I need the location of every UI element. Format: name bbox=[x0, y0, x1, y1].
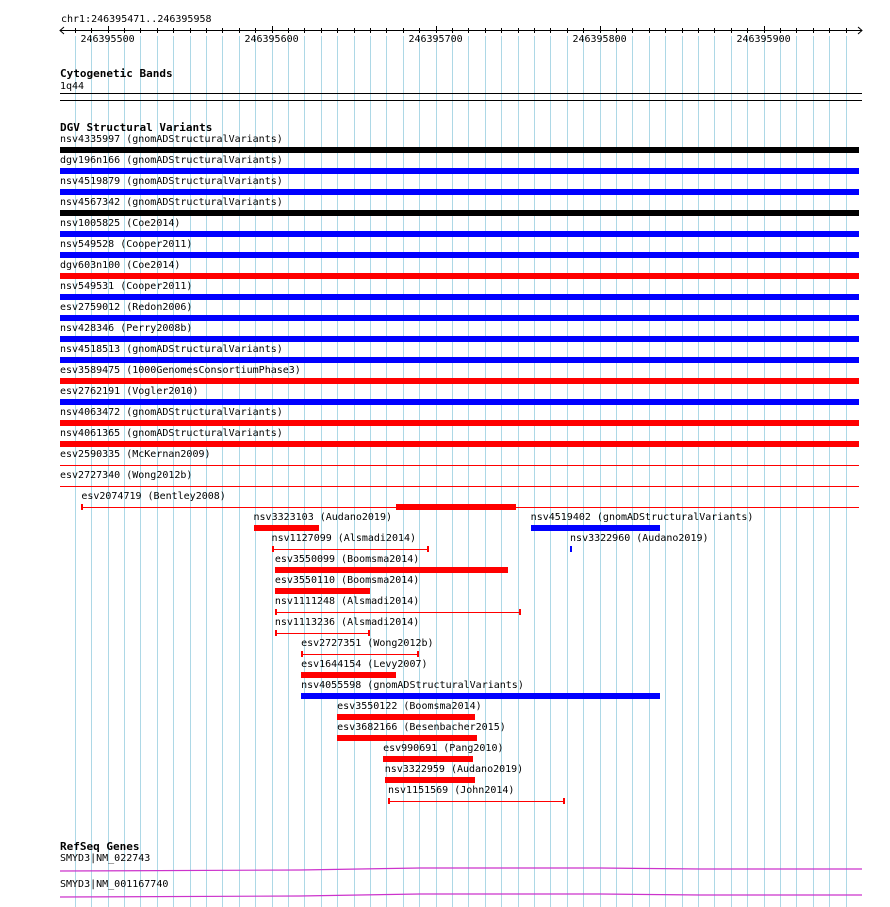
variant-label[interactable]: nsv549531 (Cooper2011) bbox=[60, 281, 193, 292]
variant-bar[interactable] bbox=[60, 189, 859, 195]
cytoband-label: 1q44 bbox=[60, 81, 85, 92]
variant-label[interactable]: esv2590335 (McKernan2009) bbox=[60, 449, 211, 460]
variant-label[interactable]: esv3550110 (Boomsma2014) bbox=[274, 575, 420, 586]
variant-label[interactable]: nsv4061365 (gnomADStructuralVariants) bbox=[60, 428, 283, 439]
variant-cap[interactable] bbox=[81, 504, 83, 510]
ruler-tick-label: 246395700 bbox=[408, 34, 463, 45]
variant-label[interactable]: nsv4519402 (gnomADStructuralVariants) bbox=[530, 512, 754, 523]
gene-line bbox=[60, 868, 862, 871]
variant-label[interactable]: nsv3322960 (Audano2019) bbox=[570, 533, 709, 544]
variant-label[interactable]: nsv3323103 (Audano2019) bbox=[253, 512, 392, 523]
variant-cap[interactable] bbox=[301, 651, 303, 657]
variant-line[interactable] bbox=[60, 486, 859, 487]
variant-line[interactable] bbox=[60, 465, 859, 466]
variant-cap[interactable] bbox=[427, 546, 429, 552]
variant-cap[interactable] bbox=[563, 798, 565, 804]
variant-bar[interactable] bbox=[301, 693, 660, 699]
cytoband-bar-bottom bbox=[60, 100, 862, 101]
variant-bar[interactable] bbox=[60, 168, 859, 174]
variant-label[interactable]: nsv4335997 (gnomADStructuralVariants) bbox=[60, 134, 283, 145]
variant-bar[interactable] bbox=[60, 420, 859, 426]
variant-bar[interactable] bbox=[385, 777, 475, 783]
variant-bar[interactable] bbox=[275, 588, 370, 594]
variant-bar[interactable] bbox=[570, 546, 572, 552]
variant-bar[interactable] bbox=[60, 273, 859, 279]
variant-label[interactable]: esv2762191 (Vogler2010) bbox=[60, 386, 199, 397]
variant-line[interactable] bbox=[275, 612, 521, 613]
variant-cap[interactable] bbox=[417, 651, 419, 657]
variant-label[interactable]: nsv3322959 (Audano2019) bbox=[384, 764, 524, 775]
gene-label[interactable]: SMYD3|NM_022743 bbox=[60, 853, 151, 864]
variant-bar[interactable] bbox=[60, 315, 859, 321]
variant-bar[interactable] bbox=[337, 714, 475, 720]
variant-bar[interactable] bbox=[60, 441, 859, 447]
variant-label[interactable]: nsv1005825 (Coe2014) bbox=[60, 218, 181, 229]
variant-bar[interactable] bbox=[60, 231, 859, 237]
variant-label[interactable]: nsv4063472 (gnomADStructuralVariants) bbox=[60, 407, 283, 418]
ruler-tick-label: 246395600 bbox=[244, 34, 299, 45]
variant-label[interactable]: dgv603n100 (Coe2014) bbox=[60, 260, 181, 271]
variant-bar[interactable] bbox=[254, 525, 320, 531]
variant-bar[interactable] bbox=[60, 252, 859, 258]
variant-label[interactable]: esv1644154 (Levy2007) bbox=[301, 659, 428, 670]
variant-label[interactable]: esv2727351 (Wong2012b) bbox=[301, 638, 434, 649]
variant-bar[interactable] bbox=[383, 756, 473, 762]
variant-bar[interactable] bbox=[60, 378, 859, 384]
variant-cap[interactable] bbox=[368, 630, 370, 636]
variant-label[interactable]: nsv428346 (Perry2008b) bbox=[60, 323, 193, 334]
variant-cap[interactable] bbox=[275, 609, 277, 615]
ruler-tick-label: 246395500 bbox=[80, 34, 135, 45]
variant-label[interactable]: esv3550122 (Boomsma2014) bbox=[337, 701, 482, 712]
variant-bar[interactable] bbox=[301, 672, 396, 678]
variant-line[interactable] bbox=[388, 801, 565, 802]
variant-cap[interactable] bbox=[275, 630, 277, 636]
track-title-dgv: DGV Structural Variants bbox=[60, 121, 213, 134]
variant-label[interactable]: esv3589475 (1000GenomesConsortiumPhase3) bbox=[60, 365, 301, 376]
variant-cap[interactable] bbox=[519, 609, 521, 615]
variant-label[interactable]: nsv1151569 (John2014) bbox=[388, 785, 515, 796]
ruler-tick-label: 246395900 bbox=[736, 34, 791, 45]
variant-label[interactable]: esv3550099 (Boomsma2014) bbox=[274, 554, 420, 565]
variant-label[interactable]: esv3682166 (Besenbacher2015) bbox=[337, 722, 506, 733]
variant-bar[interactable] bbox=[60, 357, 859, 363]
cytoband-bar-top bbox=[60, 93, 862, 94]
variant-label[interactable]: nsv4519879 (gnomADStructuralVariants) bbox=[60, 176, 283, 187]
variant-cap[interactable] bbox=[388, 798, 390, 804]
variant-label[interactable]: esv2759012 (Redon2006) bbox=[60, 302, 193, 313]
gene-label[interactable]: SMYD3|NM_001167740 bbox=[60, 879, 169, 890]
variant-label[interactable]: esv990691 (Pang2010) bbox=[383, 743, 504, 754]
variant-label[interactable]: nsv1111248 (Alsmadi2014) bbox=[274, 596, 420, 607]
variant-label[interactable]: nsv4567342 (gnomADStructuralVariants) bbox=[60, 197, 283, 208]
track-title-refseq: RefSeq Genes bbox=[60, 840, 140, 853]
variant-bar[interactable] bbox=[60, 210, 859, 216]
variant-bar[interactable] bbox=[60, 294, 859, 300]
variant-label[interactable]: nsv1127099 (Alsmadi2014) bbox=[271, 533, 417, 544]
track-title-cytobands: Cytogenetic Bands bbox=[60, 67, 173, 80]
variant-cap[interactable] bbox=[272, 546, 274, 552]
variant-bar[interactable] bbox=[60, 399, 859, 405]
gene-line bbox=[60, 894, 862, 897]
ruler-tick-label: 246395800 bbox=[572, 34, 627, 45]
variant-line[interactable] bbox=[272, 549, 429, 550]
variant-label[interactable]: nsv4055598 (gnomADStructuralVariants) bbox=[301, 680, 524, 691]
variant-label[interactable]: dgv196n166 (gnomADStructuralVariants) bbox=[60, 155, 283, 166]
variant-bar[interactable] bbox=[337, 735, 476, 741]
variant-label[interactable]: esv2074719 (Bentley2008) bbox=[81, 491, 226, 502]
variant-label[interactable]: nsv1113236 (Alsmadi2014) bbox=[274, 617, 420, 628]
variant-bar[interactable] bbox=[531, 525, 661, 531]
variant-line[interactable] bbox=[301, 654, 419, 655]
variant-bar[interactable] bbox=[60, 147, 859, 153]
variant-line[interactable] bbox=[275, 633, 370, 634]
variant-label[interactable]: nsv4518513 (gnomADStructuralVariants) bbox=[60, 344, 283, 355]
variant-bar[interactable] bbox=[396, 504, 516, 510]
variant-bar[interactable] bbox=[275, 567, 508, 573]
variant-label[interactable]: nsv549528 (Cooper2011) bbox=[60, 239, 193, 250]
variant-label[interactable]: esv2727340 (Wong2012b) bbox=[60, 470, 193, 481]
variant-bar[interactable] bbox=[60, 336, 859, 342]
locus-label: chr1:246395471..246395958 bbox=[61, 14, 212, 25]
